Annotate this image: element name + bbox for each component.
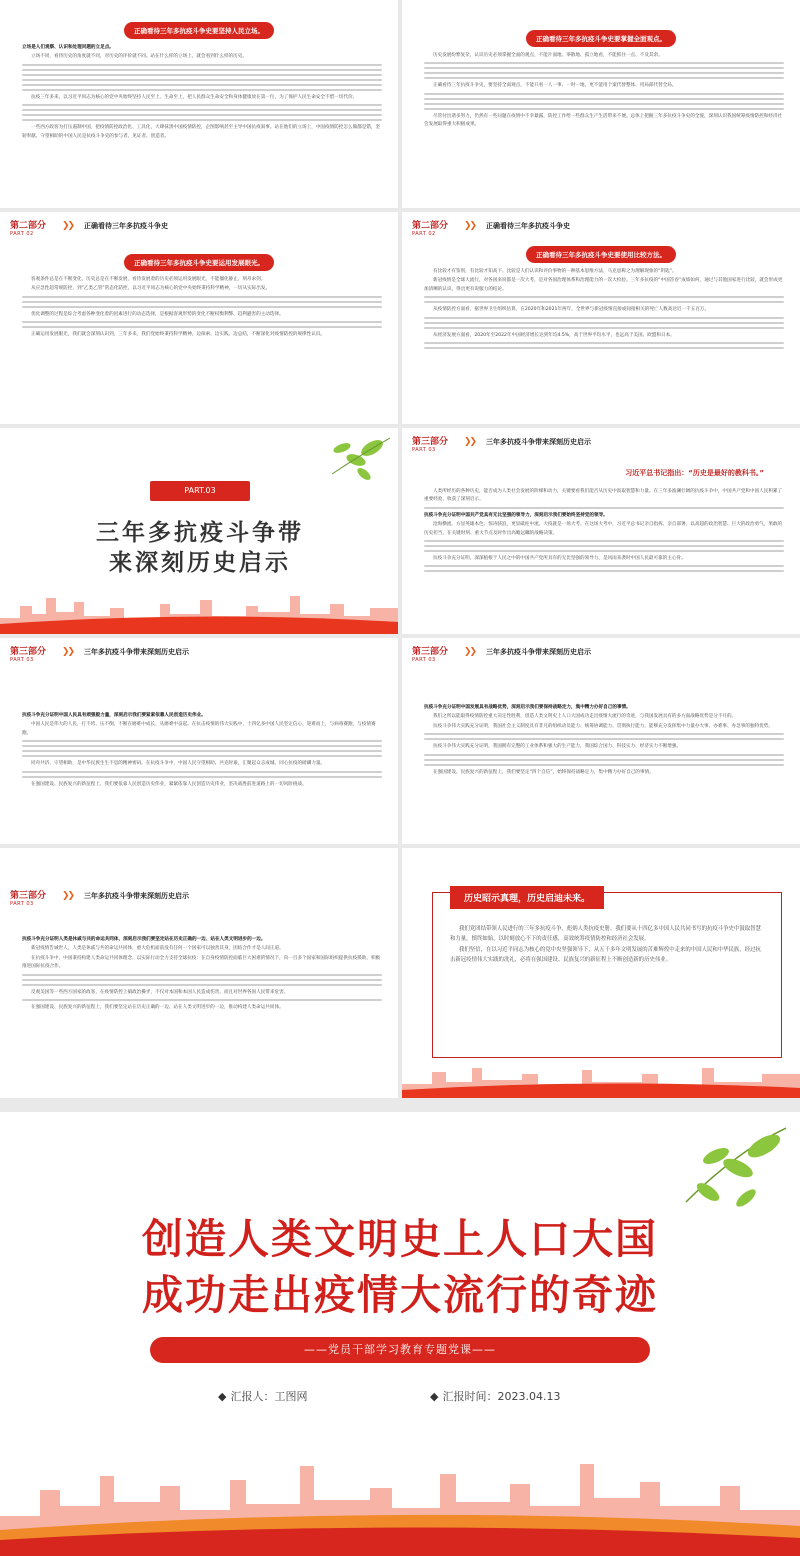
section-title: 正确看待三年多抗疫斗争史 [84,222,168,230]
section-pill: 正确看待三年多抗疫斗争史要掌握全面观点。 [526,30,676,47]
body-text [22,276,382,341]
body-text [424,52,784,131]
heading-box: 历史昭示真理，历史启迪未来。 [450,886,604,909]
quote-heading: 习近平总书记指出：“历史是最好的教科书。” [625,469,764,477]
slide-10 [402,848,800,1098]
paragraph: 在强国建设、民族复兴的新征程上，我们要坚定站在历史正确的一边、站在人类文明进步的一边，推动构建人类命运共同体。 [31,1005,284,1011]
chevron-icon: ❯❯ [62,221,74,231]
chevron-icon: ❯❯ [464,437,476,447]
paragraph: 我们党团结带领人民进行的三年多抗疫斗争，彪炳人类抗疫史册。我们要从十四亿多中国人民共同书写的抗疫斗争史中汲取智慧和力量，慎终如始，以时刻放心不下的责任感，高效统筹疫情防控和经济社会发展。 [450,926,761,942]
paragraph: 历史发展纷繁复杂，认识历史必须掌握全面的观点，不能片面地、零散地、孤立地看，不能抓住一点、不及其余。 [433,53,663,58]
section-title: 三年多抗疫斗争带来深刻历史启示 [486,438,591,446]
chevron-icon: ❯❯ [62,891,74,901]
section-label: 第二部分 PART 02 [10,221,47,237]
slide-04 [402,212,800,424]
chevron-icon: ❯❯ [464,647,476,657]
main-title-line1: 创造人类文明史上人口大国 [142,1215,658,1263]
section-label: 第三部分 PART 03 [10,891,47,907]
slide-02 [402,0,800,208]
paragraph: 正确看待三年抗疫斗争史，要坚持全面观点，不能只看一人一事、一时一地，更不能用个案代替整体、用局部代替全局。 [433,83,677,89]
body-text [450,924,764,966]
section-pill: 正确看待三年多抗疫斗争史要运用发展眼光。 [124,254,274,271]
diamond-icon: ◆ [218,1390,227,1403]
section-title: 正确看待三年多抗疫斗争史 [486,222,570,230]
slide-05-part-cover [0,428,398,634]
main-title-line2: 成功走出疫情大流行的奇迹 [142,1271,658,1319]
section-title: 三年多抗疫斗争带来深刻历史启示 [84,648,189,656]
bold-heading: 抗疫斗争充分证明中国共产党具有无比坚强的领导力，深刻启示我们要始终坚持党的领导。 [424,512,608,518]
leaves-decoration [312,434,390,494]
reporter: ◆ 汇报人：工图网 [218,1390,308,1403]
section-label: 第三部分 PART 03 [412,437,449,453]
paragraph: 抗疫斗争伟大实践充分证明，我国社会主义制度具有非凡的组织动员能力、统筹协调能力、贯彻执行能力，能够充分发挥集中力量办大事、办难事、办急事的独特优势。 [433,723,773,729]
paragraph: 新冠疫情告诫世人，人类是休戚与共的命运共同体，重大危机面前没有任何一个国家可以独善其身，团结合作才是人间正道。 [31,946,284,952]
frame-box [432,892,782,1058]
part-title: 三年多抗疫斗争带 来深刻历史启示 [96,520,304,576]
body-text [22,712,382,790]
subtitle-bar: ——党员干部学习教育专题党课—— [150,1337,650,1363]
bold-heading: 抗疫斗争充分证明人类是休戚与共的命运共同体，深刻启示我们要坚定站在历史正确的一边、站在人类文明进步的一边。 [22,937,266,942]
slide-01 [0,0,398,208]
body-text [424,704,784,778]
paragraph: 新冠疫情是全球大流行，对各国来说都是一次大考，是对各国治理体系和治理能力的一次大检验。三年多抗疫的“中国答卷”成绩如何，通过与其他国家进行比较，就会形成更加清晰的认识，得出更有说服力的结论。 [424,278,783,292]
paragraph: 我们之所以能取得疫情防控重大决定性胜利，创造人类文明史上人口大国成功走出疫情大流行的奇迹，与我国发展具有的多方面战略优势是分不开的。 [433,714,737,720]
paragraph: 从经济发展方面看，2020年至2022年中国经济增长达到年均4.5%，高于世界平均水平，也远高于美国、欧盟和日本。 [433,332,675,338]
paragraph: 反观美国等一些西方国家的政客，在疫情防控上搞政治操弄，不仅对本国和本国人民造成伤害，而且对世界各国人民带来危害。 [31,989,289,995]
city-skyline [402,1058,800,1098]
paragraph: 人类所经历的各种历史，能否成为人类社会发展的阶梯和动力，关键要看我们能否从历史中汲取智慧和力量。在三年多波澜壮阔的抗疫斗争中，中国共产党和中国人民积累了重要经验，收获了深刻启示。 [424,489,783,503]
paragraph: 我们坚信，在以习近平同志为核心的党中央坚强领导下，从五千多年文明发展的苦难辉煌中走来的中国人民和中华民族，经过抗击新冠疫情伟大实践的洗礼，必将在强国建设、民族复兴的新征程上不断创造新的历史伟业。 [450,947,761,963]
paragraph: 在强国建设、民族复兴的新征程上，我们要依靠人民创造历史伟业，紧紧依靠人民创造历史伟业，坚决战胜前进道路上的一切风险挑战。 [31,781,307,787]
paragraph: 在强国建设、民族复兴的新征程上，我们要坚定“四个自信”，始终保持战略定力，集中精力办好自己的事情。 [433,769,654,775]
paragraph: 抗疫斗争充分证明，深深植根于人民之中的中国共产党所具有的无比坚强的领导力，是风雨来袭时中国人民最可靠的主心骨。 [433,556,686,562]
city-skyline [0,588,398,634]
paragraph: 在抗疫斗争中，中国秉持构建人类命运共同体理念，以实际行动全力支持全球抗疫：在自身疫情防控面临巨大困难的情况下，向一百多个国家和国际组织提供抗疫援助，积极推进国际抗疫合作。 [22,955,381,970]
paragraph: 优化调整的过程是综合考虑各种变化着的因素进行的动态选择，是根据客观形势的变化不断权衡利弊、趋利避害的主动选择。 [31,311,284,317]
report-time: ◆ 汇报时间：2023.04.13 [430,1390,561,1403]
section-pill: 正确看待三年多抗疫斗争史要坚持人民立场。 [124,22,274,39]
body-text [424,268,784,352]
body-text [22,936,382,1013]
section-label: 第三部分 PART 03 [412,647,449,663]
slide-06 [402,428,800,634]
diamond-icon: ◆ [430,1390,439,1403]
part-badge: PART.03 [150,481,250,501]
slide-08 [402,638,800,844]
paragraph: 从应急性超常规防控，到“乙类乙管”常态化防控，以习近平同志为核心的党中央始终秉持科学精神，一切从实际出发。 [31,286,271,292]
paragraph: 抗疫三年多来，以习近平同志为核心的党中央始终坚持人民至上、生命至上，把人民群众生命安全和身体健康放在第一位，为了保护人民生命安全不惜一切代价。 [31,94,358,100]
section-title: 三年多抗疫斗争带来深刻历史启示 [486,648,591,656]
paragraph: 立场不同，看待历史的角度就不同，对历史的评价就不同。站在什么样的立场上，就会看到什么样的历史。 [31,54,247,60]
body-text [22,44,382,142]
city-skyline [0,1446,800,1556]
paragraph: 中国人民是伟大的人民，打不垮、压不倒，不断在磨难中成长、从磨难中奋起。在抗击疫情的伟大实践中，十四亿多中国人民坚定信心、迎难而上，与病毒赛跑，与疫情赛跑。 [22,722,376,736]
paragraph: 正确运用发展眼光，我们就会深刻认识到，三年多来，我们党始终秉持科学精神，边探索、边实践、边总结，不断深化对疫情防控的规律性认识。 [31,332,326,338]
section-label: 第二部分 PART 02 [412,221,449,237]
body-text [424,488,784,575]
paragraph: 尽管付出诸多努力，仍然有一些问题在疫情中不幸暴露，防控工作给一些群众生产生活带来不便。总体上把握三年多抗疫斗争史的全貌，深刻认识我国统筹疫情防控和经济社会发展取得重大积极成果。 [424,113,783,128]
slide-07 [0,638,398,844]
chevron-icon: ❯❯ [464,221,476,231]
slide-03 [0,212,398,424]
paragraph: 同舟共济、守望相助，是中华民族生生不息的精神密码。在抗疫斗争中，中国人民守望相助、共克时艰，汇聚起众志成城、同心抗疫的磅礴力量。 [31,761,326,767]
bold-heading: 抗疫斗争充分证明中国发展具有战略优势，深刻启示我们要保持战略定力，集中精力办好自己的事情。 [424,705,631,710]
paragraph: 客观条件总是在不断变化，历史总是在不断发展，看待发展着的历史必须运用发展眼光，不能僵化静止、刻舟求剑。 [31,277,266,282]
section-pill: 正确看待三年多抗疫斗争史要使用比较方法。 [526,246,676,263]
paragraph: 有比较才有鉴别，有比较才知高下。比较是人们认识和评价事物的一种基本思维方法，马克思称之为理解现象的“钥匙”。 [433,269,677,274]
paragraph: 沧海横流，方显英雄本色；惊涛骇浪，更显砥柱中流。大疫就是一场大考。在这场大考中，习近平总书记亲自指挥、亲自部署，以高超的政治智慧、巨大的政治勇气、果敢的历史担当，在关键时刻、重大节点及时作出高瞻远瞩的战略决策。 [424,522,783,536]
slide-09 [0,848,398,1098]
bold-heading: 抗疫斗争充分证明中国人民具有顽强毅力量，深刻启示我们要紧紧依靠人民创造历史伟业。 [22,713,206,718]
section-title: 三年多抗疫斗争带来深刻历史启示 [84,892,189,900]
title-cover-slide [0,1112,800,1556]
section-label: 第三部分 PART 03 [10,647,47,663]
lead-text: 立场是人们观察、认识和处理问题的立足点。 [22,45,114,50]
paragraph: 从疫情防控方面看，据世界卫生组织估算，在2020年和2021年两年，全世界与新冠疫情直接或间接相关的死亡人数高达近一千五百万。 [433,307,710,313]
paragraph: 一些西方政客为打压遏制中国，把疫情防控政治化、工具化，大肆抹黑中国疫情防控，企图影响甚至主导中国抗疫叙事。站在他们的立场上，中国疫情防控怎么做都是错，坚韧奉献、守望相助的中国人民是抗疫斗争史的参与者、见证者、创造者。 [22,125,381,139]
chevron-icon: ❯❯ [62,647,74,657]
paragraph: 抗疫斗争伟大实践充分证明，我国拥有完整的工业体系和强大的生产能力，我国综合国力、科技实力、经济实力不断增强。 [433,744,682,750]
